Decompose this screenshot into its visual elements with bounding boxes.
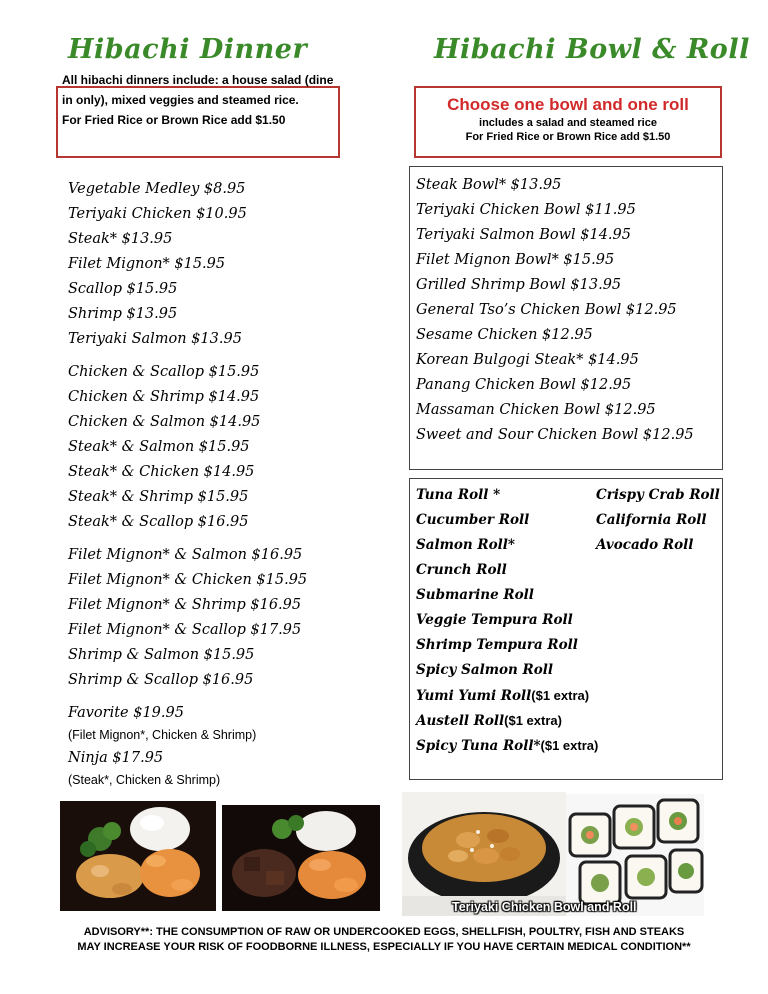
bowl-item: Teriyaki Chicken Bowl $11.95 [416, 202, 636, 218]
roll-extra-charge: ($1 extra) [540, 738, 599, 753]
bowl-list [416, 173, 694, 448]
roll-item: Crunch Roll [416, 562, 507, 578]
dinner-menu-list [68, 177, 307, 791]
roll-item: Cucumber Roll [416, 512, 530, 528]
roll-item-austell [416, 708, 598, 733]
food-safety-advisory [0, 925, 768, 955]
dinner-item: Filet Mignon* $15.95 [68, 256, 226, 272]
bowl-info-sub-1: includes a salad and steamed rice [479, 117, 657, 129]
dinner-item: Shrimp $13.95 [68, 306, 178, 322]
roll-item: Crispy Crab Roll [596, 487, 720, 503]
sushi-roll-photo [566, 794, 704, 916]
roll-item: Spicy Salmon Roll [416, 662, 553, 678]
dinner-intro [62, 70, 352, 130]
dinner-item: Steak* $13.95 [68, 231, 173, 247]
bowl-item: Panang Chicken Bowl $12.95 [416, 377, 632, 393]
teriyaki-chicken-bowl-photo [402, 792, 566, 916]
roll-item-yumi [416, 683, 598, 708]
roll-item: Submarine Roll [416, 587, 534, 603]
roll-item: Veggie Tempura Roll [416, 612, 573, 628]
ninja-note: (Steak*, Chicken & Shrimp) [68, 773, 221, 787]
dinner-combo-item: Shrimp & Scallop $16.95 [68, 672, 254, 688]
roll-list-column-1 [416, 483, 598, 758]
intro-line-3: For Fried Rice or Brown Rice add $1.50 [62, 113, 286, 127]
hibachi-dinner-title: Hibachi Dinner [68, 34, 308, 65]
roll-extra-charge: ($1 extra) [531, 688, 590, 703]
bowl-item: Korean Bulgogi Steak* $14.95 [416, 352, 639, 368]
dinner-combo-item: Chicken & Scallop $15.95 [68, 364, 260, 380]
bowl-item: Steak Bowl* $13.95 [416, 177, 562, 193]
dinner-item: Scallop $15.95 [68, 281, 178, 297]
photo-caption: Teriyaki Chicken Bowl and Roll [452, 900, 637, 914]
hibachi-chicken-shrimp-photo [60, 801, 216, 911]
hibachi-steak-shrimp-photo [222, 805, 380, 911]
bowl-item: General Tso’s Chicken Bowl $12.95 [416, 302, 677, 318]
dinner-item: Teriyaki Salmon $13.95 [68, 331, 242, 347]
roll-name: Yumi Yumi Roll [416, 688, 532, 704]
roll-list-column-2 [596, 483, 720, 558]
bowl-item: Sweet and Sour Chicken Bowl $12.95 [416, 427, 694, 443]
dinner-combo-item: Chicken & Shrimp $14.95 [68, 389, 260, 405]
dinner-item: Teriyaki Chicken $10.95 [68, 206, 247, 222]
dinner-combo-item: Shrimp & Salmon $15.95 [68, 647, 255, 663]
hibachi-bowl-roll-title: Hibachi Bowl & Roll [434, 34, 750, 65]
bowl-item: Massaman Chicken Bowl $12.95 [416, 402, 656, 418]
dinner-combo-item: Filet Mignon* & Chicken $15.95 [68, 572, 308, 588]
roll-item: Avocado Roll [596, 537, 694, 553]
dinner-combo-item: Steak* & Chicken $14.95 [68, 464, 255, 480]
dinner-combo-item: Steak* & Salmon $15.95 [68, 439, 250, 455]
bowl-item: Sesame Chicken $12.95 [416, 327, 593, 343]
roll-item-spicy-tuna [416, 733, 598, 758]
bowl-item: Teriyaki Salmon Bowl $14.95 [416, 227, 631, 243]
roll-item: California Roll [596, 512, 707, 528]
favorite-item: Favorite $19.95 [68, 705, 184, 721]
dinner-combo-item: Filet Mignon* & Scallop $17.95 [68, 622, 302, 638]
roll-item: Salmon Roll* [416, 537, 515, 553]
bowl-info-box [414, 86, 722, 158]
roll-extra-charge: ($1 extra) [504, 713, 562, 728]
roll-item: Tuna Roll * [416, 487, 501, 503]
roll-name: Spicy Tuna Roll* [416, 738, 541, 754]
bowl-info-sub-2: For Fried Rice or Brown Rice add $1.50 [465, 131, 671, 143]
bowl-info-heading: Choose one bowl and one roll [447, 95, 689, 114]
intro-line-2: in only), mixed veggies and steamed rice. [62, 93, 299, 107]
roll-item: Shrimp Tempura Roll [416, 637, 578, 653]
intro-line-1: All hibachi dinners include: a house salad (dine [62, 73, 334, 87]
dinner-combo-item: Filet Mignon* & Salmon $16.95 [68, 547, 303, 563]
favorite-note: (Filet Mignon*, Chicken & Shrimp) [68, 728, 257, 742]
bowl-item: Grilled Shrimp Bowl $13.95 [416, 277, 622, 293]
dinner-combo-item: Steak* & Scallop $16.95 [68, 514, 249, 530]
bowl-item: Filet Mignon Bowl* $15.95 [416, 252, 615, 268]
ninja-item: Ninja $17.95 [68, 750, 164, 766]
dinner-combo-item: Chicken & Salmon $14.95 [68, 414, 261, 430]
dinner-item: Vegetable Medley $8.95 [68, 181, 246, 197]
advisory-line-1: ADVISORY**: THE CONSUMPTION OF RAW OR UNDERCOOKED EGGS, SHELLFISH, POULTRY, FISH AND STEAKS [83, 926, 685, 938]
dinner-combo-item: Filet Mignon* & Shrimp $16.95 [68, 597, 302, 613]
dinner-combo-item: Steak* & Shrimp $15.95 [68, 489, 249, 505]
roll-name: Austell Roll [416, 713, 505, 729]
advisory-line-2: MAY INCREASE YOUR RISK OF FOODBORNE ILLNESS, ESPECIALLY IF YOU HAVE CERTAIN MEDICAL CONDITION** [77, 941, 691, 953]
